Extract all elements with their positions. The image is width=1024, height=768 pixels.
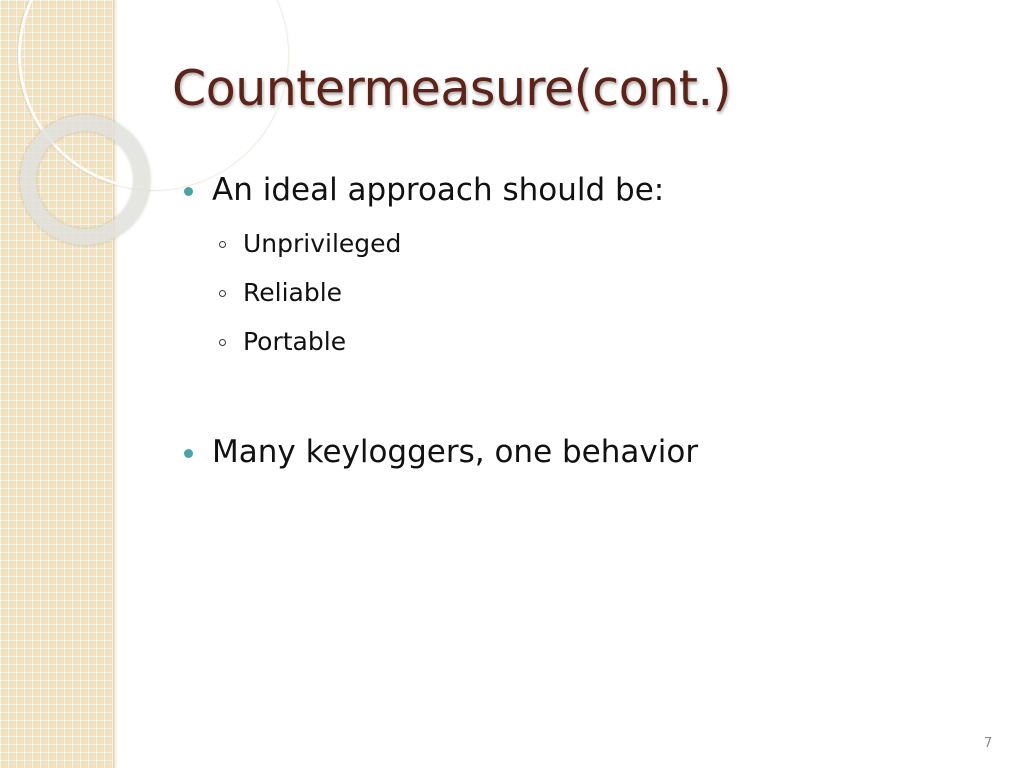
sub-bullet-item-3: Portable: [243, 327, 347, 356]
page-number: 7: [984, 736, 993, 751]
filled-circle-bullet-icon: [184, 449, 193, 458]
sub-bullet-item-2: Reliable: [243, 278, 343, 307]
hollow-circle-bullet-icon: [219, 290, 226, 297]
sub-bullet-item-1: Unprivileged: [243, 229, 402, 258]
hollow-circle-bullet-icon: [219, 339, 226, 346]
bullet-item-2: Many keyloggers, one behavior: [212, 434, 699, 470]
bullet-item-1: An ideal approach should be:: [212, 172, 665, 208]
filled-circle-bullet-icon: [184, 187, 193, 196]
hollow-circle-bullet-icon: [219, 241, 226, 248]
slide-title: Countermeasure(cont.): [172, 60, 732, 117]
decorative-ring-small: [20, 115, 150, 245]
